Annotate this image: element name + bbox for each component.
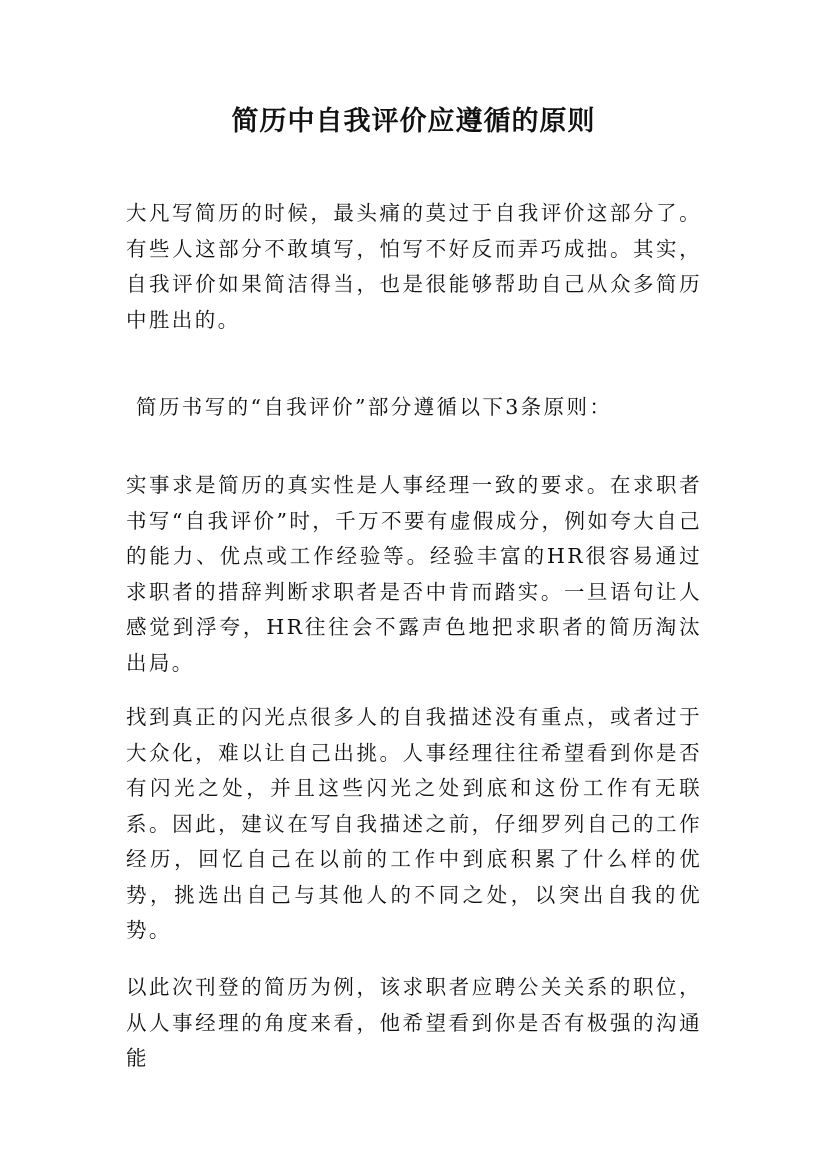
page-title: 简历中自我评价应遵循的原则 <box>231 106 596 137</box>
intro-paragraph: 大凡写简历的时候，最头痛的莫过于自我评价这部分了。有些人这部分不敢填写，怕写不好反而弄巧成拙。其实，自我评价如果简洁得当，也是很能够帮助自己从众多简历中胜出的。 <box>126 201 702 332</box>
principle-2-paragraph: 找到真正的闪光点很多人的自我描述没有重点，或者过于大众化，难以让自己出挑。人事经理往往希望看到你是否有闪光之处，并且这些闪光之处到底和这份工作有无联系。因此，建议在写自我描述之前，仔细罗列自己的工作经历，回忆自己在以前的工作中到底积累了什么样的优势，挑选出自己与其他人的不同之处，以突出自我的优势。 <box>126 705 702 942</box>
principle-1-paragraph: 实事求是简历的真实性是人事经理一致的要求。在求职者书写“自我评价”时，千万不要有虚假成分，例如夸大自己的能力、优点或工作经验等。经验丰富的HR很容易通过求职者的措辞判断求职者是否中肯而踏实。一旦语句让人感觉到浮夸，HR往往会不露声色地把求职者的简历淘汰出局。 <box>126 473 702 675</box>
example-paragraph: 以此次刊登的简历为例，该求职者应聘公关关系的职位，从人事经理的角度来看，他希望看到你是否有极强的沟通能 <box>126 975 702 1070</box>
principles-heading-paragraph: 简历书写的“自我评价”部分遵循以下3条原则： <box>136 395 613 419</box>
